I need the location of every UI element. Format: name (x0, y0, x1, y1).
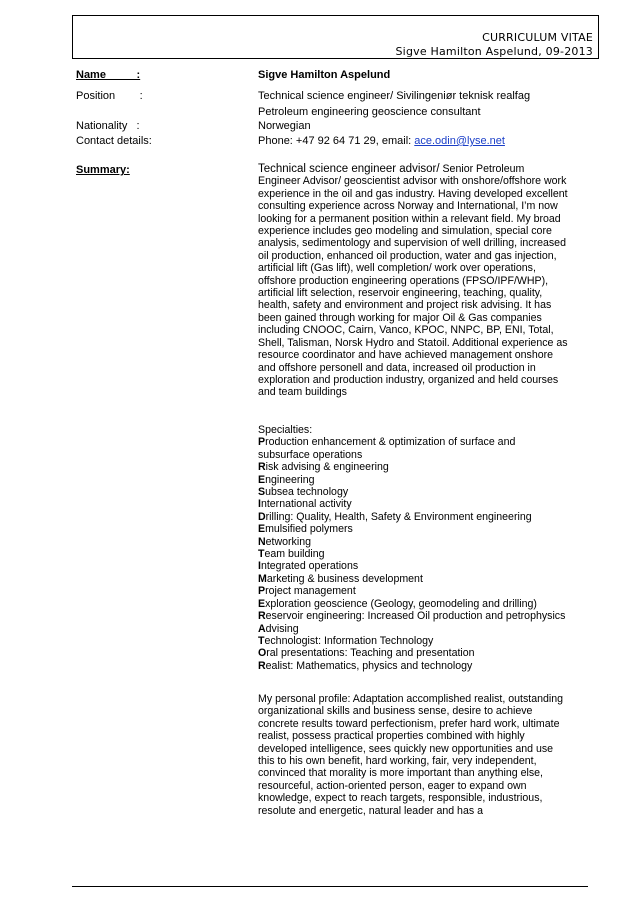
summary-lead: Technical science engineer advisor/ (258, 163, 440, 175)
position-line-1: Technical science engineer/ Sivilingeniør teknisk realfag (258, 90, 531, 102)
position-line-2: Petroleum engineering geoscience consultant (258, 106, 481, 118)
list-item: Exploration geoscience (Geology, geomodeling and drilling) (258, 597, 537, 610)
name-label: Name : (76, 69, 141, 81)
list-item: Team building (258, 548, 325, 561)
specialties-list (258, 436, 568, 672)
contact-label: Contact details: (76, 135, 152, 147)
list-item: Networking (258, 535, 311, 548)
document-title: CURRICULUM VITAE (482, 31, 593, 44)
list-item: Integrated operations (258, 560, 359, 573)
document-subtitle: Sigve Hamilton Aspelund, 09-2013 (395, 45, 593, 58)
list-item: Reservoir engineering: Increased Oil production and petrophysics (258, 610, 566, 623)
contact-phone: Phone: +47 92 64 71 29, email: (258, 135, 415, 147)
personal-profile (258, 693, 568, 817)
profile-text: My personal profile: Adaptation accomplished realist, outstanding organizational skills and business sense, desire to achieve concrete results toward perfectionism, prefer hard work, ultimate realist, possess practical properties combined with highly developed intelligence, sees quickly new opportunities and use this to his own benefit, hard working, fair, very independent, convinced that morality is more important than anything else, resourceful, action-oriented person, eager to expand own knowledge, expect to reach targets, responsible, industrious, resolute and energetic, natural leader and has a (258, 693, 564, 817)
specialties-heading: Specialties: (258, 424, 313, 436)
nationality-value: Norwegian (258, 120, 311, 132)
list-item: Advising (258, 622, 299, 635)
list-item: Subsea technology (258, 486, 349, 499)
list-item: Engineering (258, 473, 315, 486)
header-box (72, 15, 599, 59)
list-item: Marketing & business development (258, 572, 423, 585)
contact-details (258, 134, 568, 149)
specialties-section (258, 424, 568, 672)
list-item: Project management (258, 585, 356, 598)
list-item: Emulsified polymers (258, 523, 353, 536)
email-link[interactable]: ace.odin@lyse.net (414, 135, 505, 147)
summary-body: Senior Petroleum Engineer Advisor/ geoscientist advisor with onshore/offshore work experience in the oil and gas industry. Having developed excellent consulting experience across Norway and International, I’m now looking for a permanent position within a relevant field. My broad experience includes geo modeling and simulation, special core analysis, sedimentology and supervision of well drilling, increased oil production, enhanced oil production, water and gas injection, artificial lift (Gas lift), well completion/ work over operations, offshore production engineering operations (FPSO/IPF/WHP), artificial lift selection, reservoir engineering, teaching, quality, health, safety and environment and project risk advising. It has been gained through working for major Oil & Gas companies including CNOOC, Cairn, Vanco, KPOC, NNPC, BP, ENI, Total, Shell, Talisman, Norsk Hydro and Statoil. Additional experience as resource coordinator and have achieved management onshore and offshore personell and data, increased oil production in exploration and production industry, organized and held courses and team buildings (258, 163, 568, 399)
name-value: Sigve Hamilton Aspelund (258, 69, 391, 81)
list-item: Risk advising & engineering (258, 461, 389, 474)
footer-divider (72, 886, 588, 887)
list-item: International activity (258, 498, 352, 511)
list-item: Technologist: Information Technology (258, 634, 434, 647)
nationality-label: Nationality : (76, 120, 140, 132)
list-item: Oral presentations: Teaching and presentation (258, 647, 475, 660)
position-label: Position : (76, 90, 143, 102)
summary-text (258, 163, 568, 399)
list-item: Production enhancement & optimization of surface and subsurface operations (258, 436, 516, 461)
list-item: Drilling: Quality, Health, Safety & Environment engineering (258, 510, 532, 523)
list-item: Realist: Mathematics, physics and technology (258, 659, 473, 672)
summary-label: Summary: (76, 164, 130, 176)
